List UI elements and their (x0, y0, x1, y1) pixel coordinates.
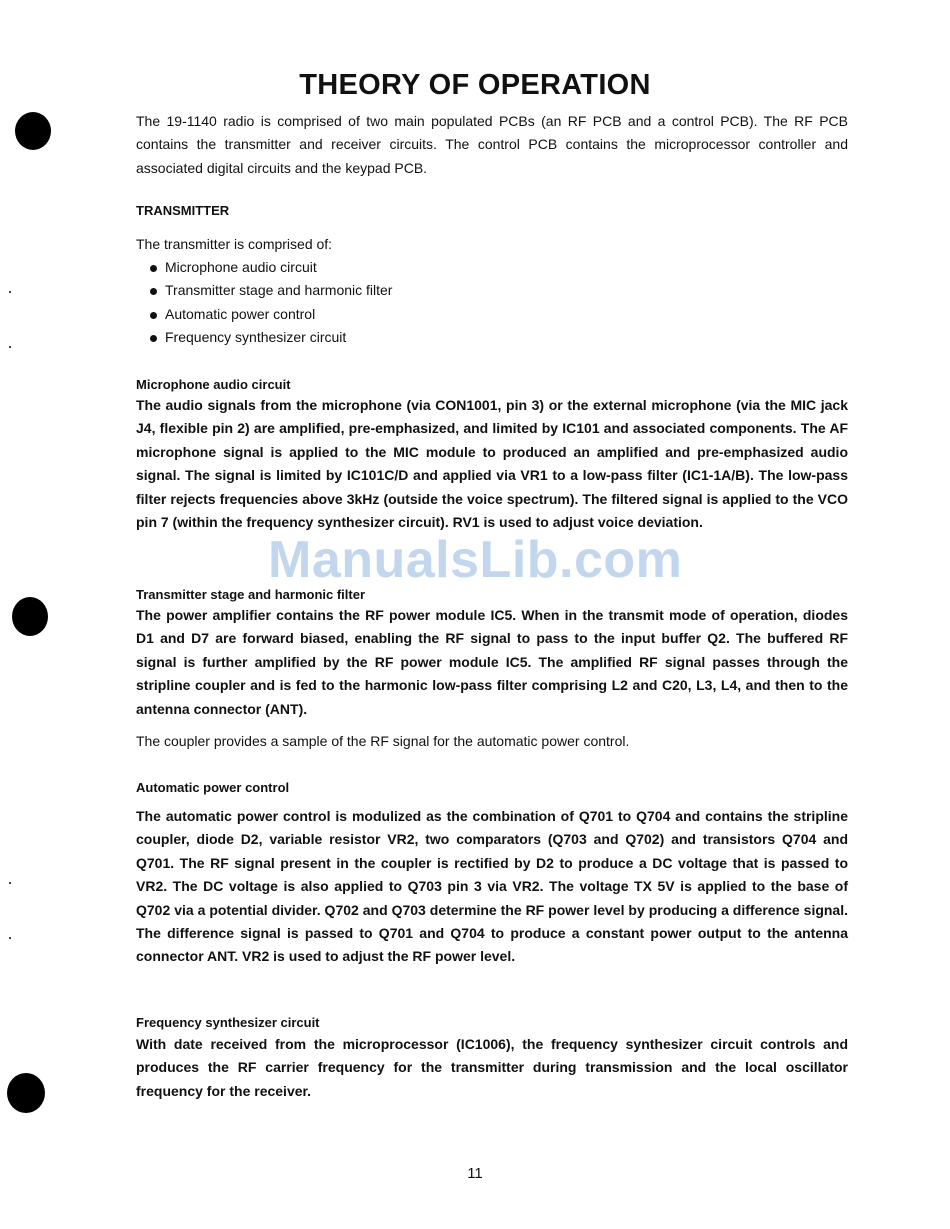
transmitter-lead: The transmitter is comprised of: (136, 236, 333, 252)
page-title: THEORY OF OPERATION (299, 69, 651, 102)
scan-speck (9, 291, 11, 293)
page-number: 11 (467, 1165, 483, 1182)
intro-paragraph: The 19-1140 radio is comprised of two main populated PCBs (an RF PCB and a control PCB). The RF PCB contains the transmitter and receiver circuits. The control PCB contains the microprocessor controller and associated digital circuits and the keypad PCB. (136, 113, 848, 176)
list-item: Microphone audio circuit (148, 256, 392, 279)
microphone-paragraph: The audio signals from the microphone (via CON1001, pin 3) or the external microphone (via the MIC jack J4, flexible pin 2) are amplified, pre-emphasized, and limited by IC101 and associated components. The AF microphone signal is applied to the MIC module to produced an amplified and pre-emphasized audio signal. The signal is limited by IC101C/D and applied via VR1 to a low-pass filter (IC1-1A/B). The low-pass filter rejects frequencies above 3kHz (outside the voice spectrum). The filtered signal is applied to the VCO pin 7 (within the frequency synthesizer circuit). RV1 is used to adjust voice deviation. (136, 397, 848, 531)
scan-speck (9, 937, 11, 939)
microphone-heading: Microphone audio circuit (136, 377, 291, 392)
punch-hole-bottom (7, 1073, 45, 1113)
stage-paragraph: The power amplifier contains the RF power module IC5. When in the transmit mode of operation, diodes D1 and D7 are forward biased, enabling the RF signal to pass to the input buffer Q2. The buffered RF signal is further amplified by the RF power module IC5. The amplified RF signal passes through the stripline coupler and is fed to the harmonic low-pass filter comprising L2 and C20, L3, L4, and then to the antenna connector (ANT). (136, 607, 848, 717)
scan-speck (9, 346, 11, 348)
stage-note: The coupler provides a sample of the RF signal for the automatic power control. (136, 733, 630, 749)
apc-heading: Automatic power control (136, 780, 290, 795)
transmitter-heading: TRANSMITTER (136, 203, 230, 218)
watermark: ManualsLib.com (268, 531, 683, 589)
list-item: Frequency synthesizer circuit (148, 326, 392, 349)
synth-heading: Frequency synthesizer circuit (136, 1015, 320, 1030)
punch-hole-middle (12, 597, 48, 636)
stage-heading: Transmitter stage and harmonic filter (136, 587, 366, 602)
list-item: Transmitter stage and harmonic filter (148, 279, 392, 302)
apc-paragraph: The automatic power control is modulized as the combination of Q701 to Q704 and contains the stripline coupler, diode D2, variable resistor VR2, two comparators (Q703 and Q702) and transistors Q704 and Q701. The RF signal present in the coupler is rectified by D2 to produce a DC voltage that is passed to VR2. The DC voltage is also applied to Q703 pin 3 via VR2. The voltage TX 5V is applied to the base of Q702 via a potential divider. Q702 and Q703 determine the RF power level by producing a difference signal. The difference signal is passed to Q701 and Q704 to produce a constant power output to the antenna connector ANT. VR2 is used to adjust the RF power level. (136, 808, 848, 965)
list-item: Automatic power control (148, 303, 392, 326)
punch-hole-top (15, 112, 51, 150)
transmitter-components-list (148, 256, 392, 350)
synth-paragraph: With date received from the microprocessor (IC1006), the frequency synthesizer circuit controls and produces the RF carrier frequency for the transmitter during transmission and the local oscillator frequency for the receiver. (136, 1036, 848, 1099)
scan-speck (9, 882, 11, 884)
